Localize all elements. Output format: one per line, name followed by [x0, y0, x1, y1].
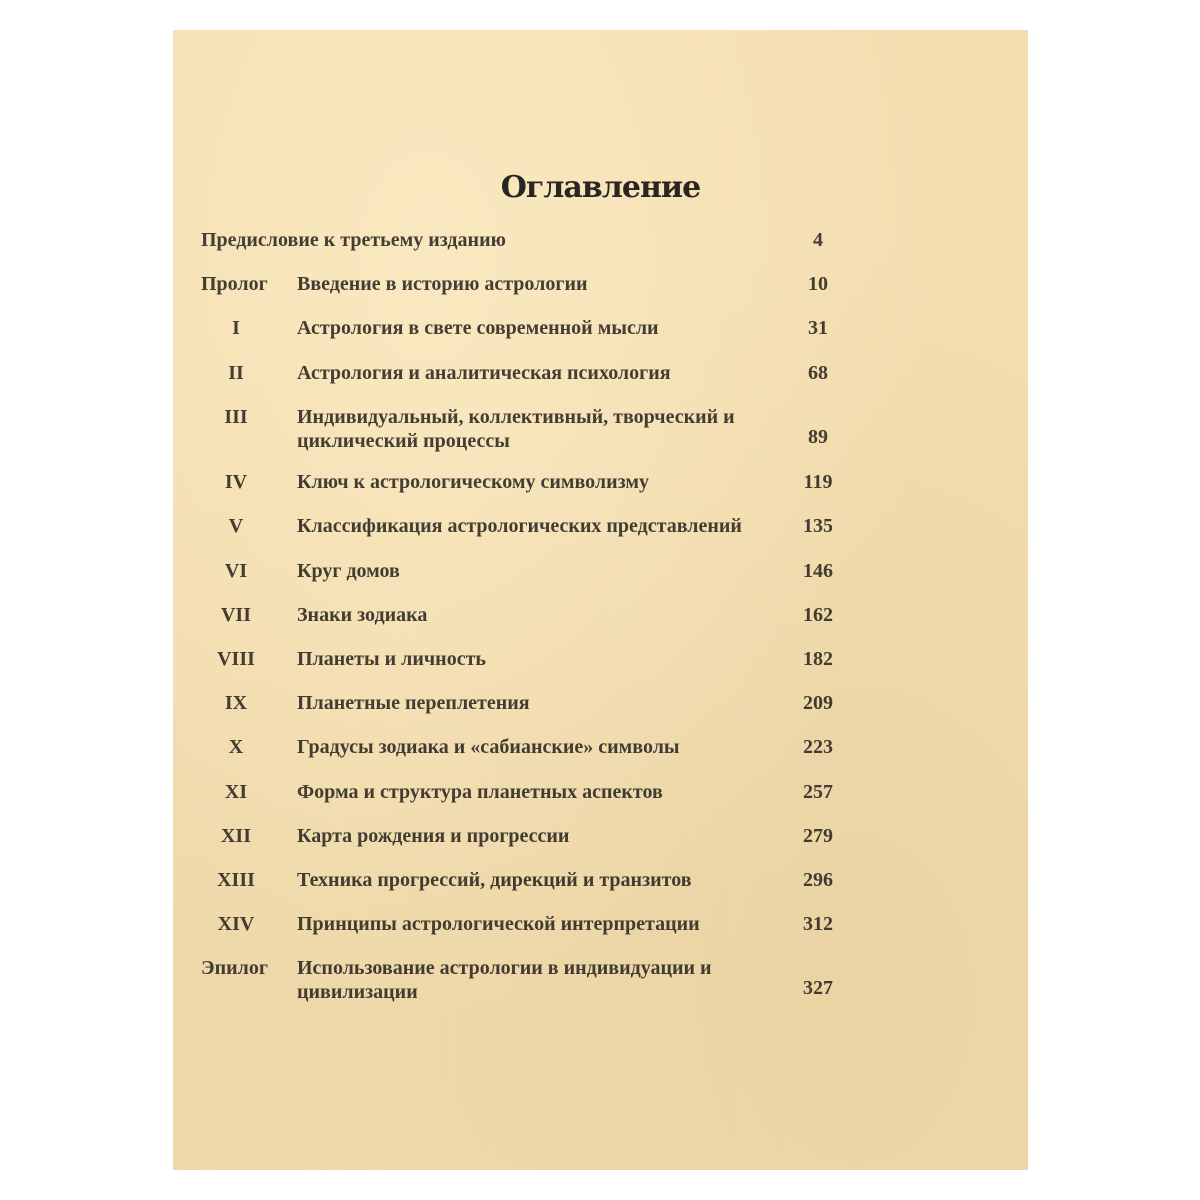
entry-number: XIV — [217, 913, 255, 935]
entry-title-line-1: Использование астрологии в индивидуации и — [297, 957, 712, 979]
entry-title: Астрология и аналитическая психология — [297, 362, 671, 384]
entry-number: XIII — [217, 869, 255, 891]
entry-page-number: 296 — [803, 869, 833, 891]
entry-number: Пролог — [201, 273, 268, 295]
entry-number: Эпилог — [201, 957, 268, 979]
page-title: Оглавление — [500, 170, 701, 205]
entry-number: III — [224, 406, 248, 428]
entry-page-number: 135 — [803, 515, 833, 537]
entry-number: X — [228, 736, 244, 758]
entry-page-number: 146 — [803, 560, 833, 582]
entry-title: Знаки зодиака — [297, 604, 428, 626]
entry-number: VI — [224, 560, 248, 582]
entry-number: VIII — [217, 648, 255, 670]
entry-title: Ключ к астрологическому символизму — [297, 471, 650, 493]
entry-title: Карта рождения и прогрессии — [297, 825, 570, 847]
entry-page-number: 31 — [808, 317, 828, 339]
table-of-contents — [173, 30, 1028, 1170]
entry-title-line-2: цивилизации — [297, 981, 418, 1003]
entry-number: V — [228, 515, 244, 537]
entry-number: XII — [220, 825, 251, 847]
book-page — [173, 30, 1028, 1170]
entry-title-line-2: циклический процессы — [297, 430, 510, 452]
entry-title: Предисловие к третьему изданию — [201, 229, 506, 251]
entry-page-number: 4 — [813, 229, 823, 251]
entry-title: Круг домов — [297, 560, 400, 582]
entry-title: Форма и структура планетных аспектов — [297, 781, 663, 803]
entry-title: Планеты и личность — [297, 648, 486, 670]
entry-page-number: 279 — [803, 825, 833, 847]
entry-number: II — [228, 362, 244, 384]
entry-number: I — [232, 317, 240, 339]
entry-number: XI — [224, 781, 248, 803]
entry-page-number: 182 — [803, 648, 833, 670]
entry-title: Введение в историю астрологии — [297, 273, 588, 295]
entry-page-number: 257 — [803, 781, 833, 803]
entry-title: Классификация астрологических представлений — [297, 515, 742, 537]
entry-page-number: 68 — [808, 362, 828, 384]
entry-page-number: 327 — [803, 977, 833, 999]
entry-title: Астрология в свете современной мысли — [297, 317, 659, 339]
entry-page-number: 209 — [803, 692, 833, 714]
entry-page-number: 119 — [803, 471, 833, 493]
entry-page-number: 89 — [808, 426, 828, 448]
entry-title-line-1: Индивидуальный, коллективный, творческий и — [297, 406, 735, 428]
entry-title: Градусы зодиака и «сабианские» символы — [297, 736, 680, 758]
entry-page-number: 10 — [808, 273, 828, 295]
entry-page-number: 162 — [803, 604, 833, 626]
entry-title: Планетные переплетения — [297, 692, 530, 714]
entry-number: VII — [220, 604, 251, 626]
entry-number: IX — [224, 692, 248, 714]
entry-number: IV — [224, 471, 248, 493]
entry-page-number: 312 — [803, 913, 833, 935]
entry-page-number: 223 — [803, 736, 833, 758]
entry-title: Принципы астрологической интерпретации — [297, 913, 700, 935]
entry-title: Техника прогрессий, дирекций и транзитов — [297, 869, 692, 891]
